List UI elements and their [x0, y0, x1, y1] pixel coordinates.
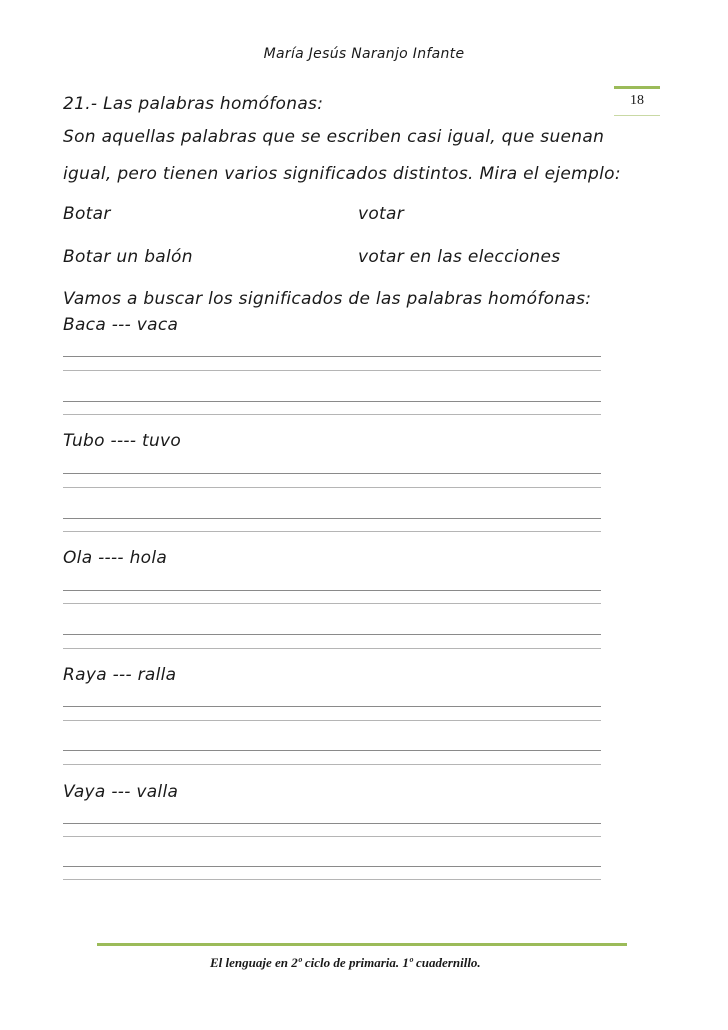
- writing-line: [63, 879, 601, 880]
- page-number-box: [614, 86, 660, 116]
- writing-line: [63, 370, 601, 371]
- writing-line: [63, 590, 601, 591]
- writing-line: [63, 866, 601, 867]
- writing-line: [63, 750, 601, 751]
- writing-line: [63, 764, 601, 765]
- writing-line: [63, 473, 601, 474]
- footer-text: El lenguaje en 2º ciclo de primaria. 1º cuadernillo.: [210, 955, 481, 970]
- writing-line: [63, 648, 601, 649]
- exercise-pair-2: Tubo ---- tuvo: [63, 431, 182, 451]
- page-number-bottom-rule: [614, 115, 660, 116]
- writing-line: [63, 720, 601, 721]
- footer-rule: [97, 943, 627, 946]
- writing-line: [63, 706, 601, 707]
- writing-line: [63, 836, 601, 837]
- example-sentence-2: votar en las elecciones: [358, 247, 561, 267]
- definition-line-1: Son aquellas palabras que se escriben casi igual, que suenan: [63, 127, 605, 147]
- writing-line: [63, 401, 601, 402]
- writing-line: [63, 518, 601, 519]
- exercise-pair-1: Baca --- vaca: [63, 315, 179, 335]
- writing-line: [63, 356, 601, 357]
- exercise-pair-5: Vaya --- valla: [63, 782, 179, 802]
- example-sentence-1: Botar un balón: [63, 247, 193, 267]
- exercise-pair-4: Raya --- ralla: [63, 665, 177, 685]
- exercise-heading: 21.- Las palabras homófonas:: [63, 94, 324, 114]
- writing-line: [63, 414, 601, 415]
- page-number: 18: [630, 93, 644, 108]
- writing-line: [63, 823, 601, 824]
- example-word-2: votar: [358, 204, 405, 224]
- writing-line: [63, 603, 601, 604]
- instruction: Vamos a buscar los significados de las palabras homófonas:: [63, 289, 592, 309]
- header-author: María Jesús Naranjo Infante: [263, 46, 465, 62]
- writing-line: [63, 487, 601, 488]
- writing-line: [63, 531, 601, 532]
- example-word-1: Botar: [63, 204, 111, 224]
- exercise-pair-3: Ola ---- hola: [63, 548, 168, 568]
- writing-line: [63, 634, 601, 635]
- definition-line-2: igual, pero tienen varios significados distintos. Mira el ejemplo:: [63, 164, 621, 184]
